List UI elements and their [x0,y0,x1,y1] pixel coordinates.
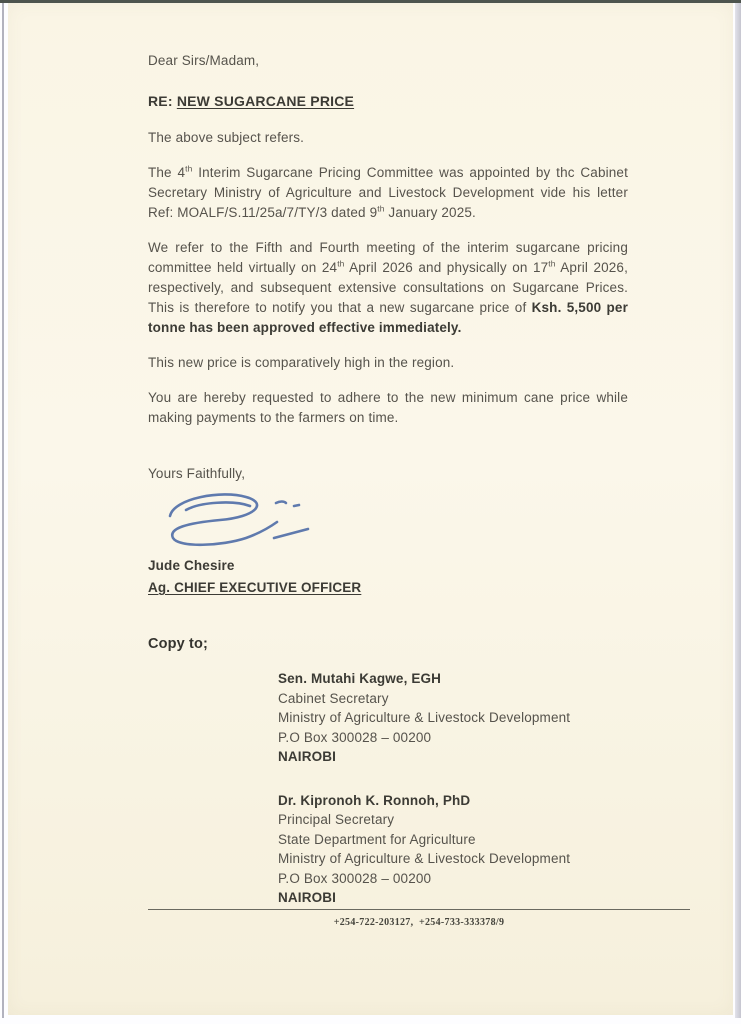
photo-left-edge [2,3,4,1018]
signatory-name: Jude Chesire [148,558,235,573]
subject-line [148,91,628,111]
recipient-department: State Department for Agriculture [278,831,476,847]
recipient-address: P.O Box 300028 – 00200 [278,870,432,886]
recipient-city: NAIROBI [278,749,337,764]
recipient-ministry: Ministry of Agriculture & Livestock Development [278,851,571,866]
photo-right-edge [735,3,741,1018]
recipient-role: Cabinet Secretary [278,690,389,706]
subject-prefix: RE: [148,93,177,109]
letter-footer [148,909,690,928]
letter-body [148,51,628,908]
copy-recipient-principal-secretary [278,791,628,908]
salutation: Dear Sirs/Madam, [148,53,260,68]
paragraph-committee: The 4th Interim Sugarcane Pricing Committee was appointed by thc Cabinet Secretary Ministry of Agriculture and Livestock Development vide his letter Ref: MOALF/S.11/25a/7/TY/3 dated 9th January 2025. [148,163,628,220]
recipient-name: Dr. Kipronoh K. Ronnoh, PhD [278,792,471,808]
paragraph-region: This new price is comparatively high in the region. [148,355,455,370]
signatory-title: Ag. CHIEF EXECUTIVE OFFICER [148,580,362,595]
recipient-role: Principal Secretary [278,812,395,827]
signature-ink-icon [156,486,336,548]
closing-line: Yours Faithfully, [148,466,246,481]
footer-rule [148,909,690,910]
recipient-city: NAIROBI [278,890,337,905]
intro-line: The above subject refers. [148,130,305,145]
letter-page [8,3,733,1015]
subject-title: NEW SUGARCANE PRICE [176,93,355,109]
paragraph-new-price: We refer to the Fifth and Fourth meeting of the interim sugarcane pricing committee held virtually on 24th April 2026 and physically on 17th April 2026, respectively, and subsequent extensive consultations on Sugarcane Prices. This is therefore to notify you that a new sugarcane price of Ksh. 5,500 per tonne has been approved effective immediately. [148,240,628,335]
copy-to-label: Copy to; [148,636,208,652]
footer-phone-numbers: +254-722-203127, +254-733-333378/9 [333,917,505,928]
paragraph-request: You are hereby requested to adhere to the new minimum cane price while making payments to the farmers on time. [148,390,628,425]
price-highlight: Ksh. 5,500 per tonne has been approved effective immediately. [148,300,628,335]
recipient-name: Sen. Mutahi Kagwe, EGH [278,671,442,686]
recipient-ministry: Ministry of Agriculture & Livestock Development [278,710,571,725]
handwritten-signature [156,486,628,548]
copy-recipient-cabinet-secretary [278,669,628,767]
recipient-address: P.O Box 300028 – 00200 [278,729,432,745]
